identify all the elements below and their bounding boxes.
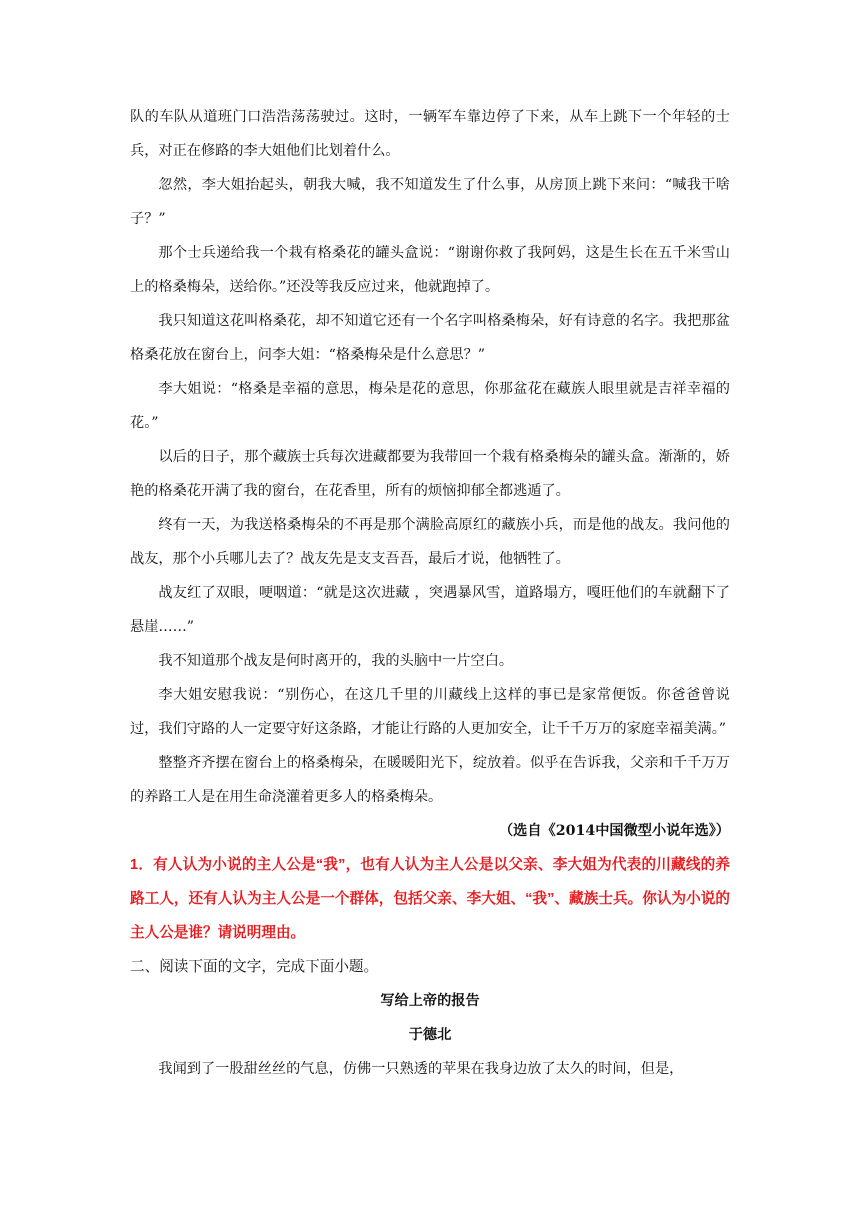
question-1: 1．有人认为小说的主人公是“我”，也有人认为主人公是以父亲、李大姐为代表的川藏线的养路工人，还有人认为主人公是一个群体，包括父亲、李大姐、“我”、藏族士兵。你认为小说的主人公是谁？请说明理由。 [130,857,730,941]
story-title: 写给上帝的报告 [380,993,480,1009]
paragraph-8: 战友红了双眼，哽咽道：“就是这次进藏 ，突遇暴风雪，道路塌方，嘎旺他们的车就翻下了悬崖……” [130,585,730,635]
paragraph-4: 我只知道这花叫格桑花，却不知道它还有一个名字叫格桑梅朵，好有诗意的名字。我把那盆格桑花放在窗台上，问李大姐：“格桑梅朵是什么意思？” [130,313,730,363]
paragraph-7: 终有一天，为我送格桑梅朵的不再是那个满脸高原红的藏族小兵，而是他的战友。我问他的战友，那个小兵哪儿去了？战友先是支支吾吾，最后才说，他牺牲了。 [130,517,730,567]
paragraph-6: 以后的日子，那个藏族士兵每次进藏都要为我带回一个栽有格桑梅朵的罐头盒。渐渐的，娇艳的格桑花开满了我的窗台，在花香里，所有的烦恼抑郁全都逃遁了。 [130,449,730,499]
section-2-heading: 二、阅读下面的文字，完成下面小题。 [130,959,379,975]
paragraph-5: 李大姐说：“格桑是幸福的意思，梅朵是花的意思，你那盆花在藏族人眼里就是吉祥幸福的花。” [130,381,730,431]
paragraph-1: 队的车队从道班门口浩浩荡荡驶过。这时，一辆军车靠边停了下来，从车上跳下一个年轻的士兵，对正在修路的李大姐他们比划着什么。 [130,109,730,159]
paragraph-3: 那个士兵递给我一个栽有格桑花的罐头盒说：“谢谢你救了我阿妈，这是生长在五千米雪山上的格桑梅朵，送给你。”还没等我反应过来，他就跑掉了。 [130,245,730,295]
paragraph-9: 我不知道那个战友是何时离开的，我的头脑中一片空白。 [158,653,514,669]
paragraph-11: 整整齐齐摆在窗台上的格桑梅朵，在暖暖阳光下，绽放着。似乎在告诉我，父亲和千千万万的养路工人是在用生命浇灌着更多人的格桑梅朵。 [130,755,730,805]
story-paragraph-1: 我闻到了一股甜丝丝的气息，仿佛一只熟透的苹果在我身边放了太久的时间，但是， [158,1061,684,1077]
source-citation: （选自《2014中国微型小说年选》） [498,823,730,839]
story-author: 于德北 [408,1027,452,1043]
paragraph-10: 李大姐安慰我说：“别伤心，在这几千里的川藏线上这样的事已是家常便饭。你爸爸曾说过，我们守路的人一定要守好这条路，才能让行路的人更加安全，让千千万万的家庭幸福美满。” [130,687,730,737]
paragraph-2: 忽然，李大姐抬起头，朝我大喊，我不知道发生了什么事，从房顶上跳下来问：“喊我干啥子？” [130,177,730,227]
document-page [130,100,730,1086]
